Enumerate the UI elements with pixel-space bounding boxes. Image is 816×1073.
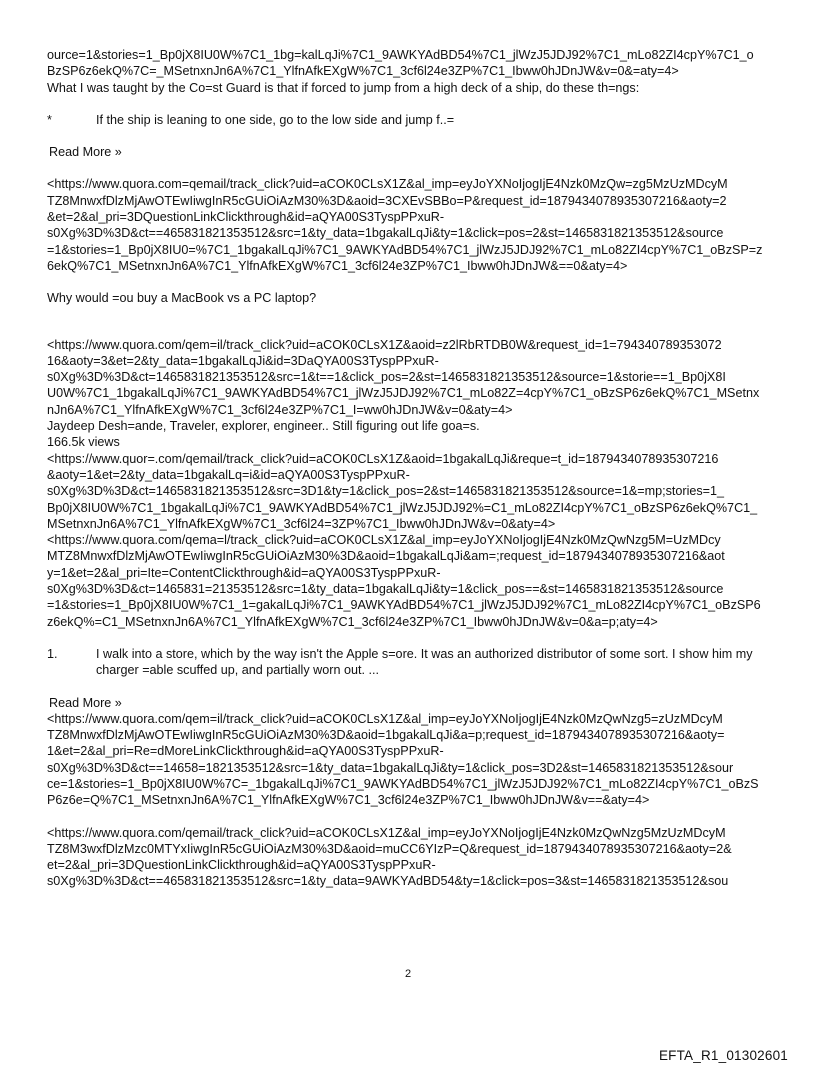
page-number: 2 bbox=[404, 968, 412, 980]
url-line[interactable]: 6ekQ%7C1_MSetnxnJn6A%7C1_YlfnAfkEXgW%7C1_3cf6l24e3ZP%7C1_Ibww0hJDnJW&==0&aty=4> bbox=[47, 258, 628, 273]
bullet-mark: * bbox=[47, 112, 52, 127]
url-line[interactable]: s0Xg%3D%3D&ct==465831821353512&src=1&ty_data=1bgakalLqJi&ty=1&click=pos=2&st=1465831821353512&source bbox=[47, 226, 724, 241]
url-line[interactable]: TZ8MnwxfDlzMjAwOTEwIiwgInR5cGUiOiAzM30%3D&aoid=1bgakalLqJi&a=p;request_id=1879434078935307216&aoty= bbox=[47, 728, 725, 743]
text-line: What I was taught by the Co=st Guard is that if forced to jump from a high deck of a ship, do these th=ngs: bbox=[47, 80, 640, 95]
text-line: ource=1&stories=1_Bp0jX8IU0W%7C1_1bg=kalLqJi%7C1_9AWKYAdBD54%7C1_jlWzJ5JDJ92%7C1_mLo82ZI4cpY%7C1_o bbox=[47, 48, 754, 62]
url-line[interactable]: nJn6A%7C1_YlfnAfkEXgW%7C1_3cf6l24e3ZP%7C1_I=ww0hJDnJW&v=0&aty=4> bbox=[47, 402, 513, 417]
url-line[interactable]: ce=1&stories=1_Bp0jX8IU0W%7C=_1bgakalLqJi%7C1_9AWKYAdBD54%7C1_jlWzJ5JDJ92%7C1_mLo82ZI4cpY%7C1_oBzS bbox=[47, 776, 759, 791]
url-line[interactable]: s0Xg%3D%3D&ct=1465831821353512&src=3D1&ty=1&click_pos=2&st=1465831821353512&source=1&=mp;stories=1_ bbox=[47, 484, 725, 499]
document-page bbox=[47, 47, 769, 890]
url-line[interactable]: U0W%7C1_1bgakalLqJi%7C1_9AWKYAdBD54%7C1_jlWzJ5JDJ92%7C1_mLo82Z=4cpY%7C1_oBzSP6z6ekQ%7C1_MSetnx bbox=[47, 386, 760, 401]
url-line[interactable]: =1&stories=1_Bp0jX8IU0W%7C1_1=gakalLqJi%7C1_9AWKYAdBD54%7C1_jlWzJ5JDJ92%7C1_mLo82ZI4cpY%7C1_oBzSP6 bbox=[47, 598, 761, 613]
author-line: Jaydeep Desh=ande, Traveler, explorer, engineer.. Still figuring out life goa=s. bbox=[47, 419, 480, 434]
url-line[interactable]: y=1&et=2&al_pri=Ite=ContentClickthrough&id=aQYA00S3TyspPPxuR- bbox=[47, 565, 441, 580]
question-title: Why would =ou buy a MacBook vs a PC laptop? bbox=[47, 291, 317, 306]
url-block bbox=[47, 337, 769, 630]
url-line[interactable]: &aoty=1&et=2&ty_data=1bgakalLq=i&id=aQYA00S3TyspPPxuR- bbox=[47, 467, 410, 482]
url-line[interactable]: MTZ8MnwxfDlzMjAwOTEwIiwgInR5cGUiOiAzM30%3D&aoid=1bgakalLqJi&am=;request_id=1879434078935307216&aot bbox=[47, 549, 725, 564]
url-line[interactable]: <https://www.quora.com/qem=il/track_click?uid=aCOK0CLsX1Z&al_imp=eyJoYXNoIjogIjE4Nzk0MzQwNzg5=zUzMDcyM bbox=[47, 711, 723, 726]
url-line[interactable]: s0Xg%3D%3D&ct=1465831821353512&src=1&t==1&click_pos=2&st=1465831821353512&source=1&storie==1_Bp0jX8I bbox=[47, 370, 726, 385]
read-more-link[interactable]: Read More » bbox=[49, 695, 122, 710]
url-block bbox=[47, 176, 769, 274]
bullet-text: If the ship is leaning to one side, go to the low side and jump f..= bbox=[96, 112, 455, 127]
url-line[interactable]: s0Xg%3D%3D&ct==465831821353512&src=1&ty_data=9AWKYAdBD54&ty=1&click=pos=3&st=1465831821353512&sou bbox=[47, 874, 729, 889]
url-line[interactable]: =1&stories=1_Bp0jX8IU0=%7C1_1bgakalLqJi%7C1_9AWKYAdBD54%7C1_jlWzJ5JDJ92%7C1_mLo82ZI4cpY%7C1_oBzSP=z bbox=[47, 242, 763, 257]
url-line[interactable]: 1&et=2&al_pri=Re=dMoreLinkClickthrough&id=aQYA00S3TyspPPxuR- bbox=[47, 744, 444, 759]
url-line[interactable]: z6ekQ%=C1_MSetnxnJn6A%7C1_YlfnAfkEXgW%7C1_3cf6l24e3ZP%7C1_Ibww0hJDnJW&v=0&a=p;aty=4> bbox=[47, 614, 658, 629]
url-line[interactable]: &et=2&al_pri=3DQuestionLinkClickthrough&id=aQYA00S3TyspPPxuR- bbox=[47, 210, 445, 225]
url-line[interactable]: et=2&al_pri=3DQuestionLinkClickthrough&id=aQYA00S3TyspPPxuR- bbox=[47, 858, 436, 873]
url-block bbox=[47, 711, 769, 809]
url-line[interactable]: s0Xg%3D%3D&ct=1465831=21353512&src=1&ty_data=1bgakalLqJi&ty=1&click_pos==&st=1465831821353512&source bbox=[47, 582, 724, 597]
url-block bbox=[47, 825, 769, 890]
url-line[interactable]: MSetnxnJn6A%7C1_YlfnAfkEXgW%7C1_3cf6l24=3ZP%7C1_Ibww0hJDnJW&v=0&aty=4> bbox=[47, 516, 556, 531]
url-line[interactable]: TZ8M3wxfDlzMzc0MTYxIiwgInR5cGUiOiAzM30%3D&aoid=muCC6YIzP=Q&request_id=1879434078935307216&aoty=2& bbox=[47, 841, 732, 856]
numbered-item bbox=[47, 646, 769, 679]
url-line[interactable]: <https://www.quora.com/qema=l/track_click?uid=aCOK0CLsX1Z&al_imp=eyJoYXNoIjogIjE4Nzk0MzQwNzg5M=UzMDcy bbox=[47, 533, 721, 548]
read-more-link[interactable]: Read More » bbox=[49, 145, 122, 160]
url-line[interactable]: P6z6e=Q%7C1_MSetnxnJn6A%7C1_YlfnAfkEXgW%7C1_3cf6l24e3ZP%7C1_Ibww0hJDnJW&v==&aty=4> bbox=[47, 793, 650, 808]
document-id: EFTA_R1_01302601 bbox=[658, 1048, 788, 1063]
number-mark: 1. bbox=[47, 646, 58, 661]
url-line[interactable]: Bp0jX8IU0W%7C1_1bgakalLqJi%7C1_9AWKYAdBD54%7C1_jlWzJ5JDJ92%=C1_mLo82ZI4cpY%7C1_oBzSP6z6ekQ%7C1_ bbox=[47, 500, 758, 515]
numbered-text: I walk into a store, which by the way isn't the Apple s=ore. It was an authorized distributor of some sort. I show him my charger =able scuffed up, and partially worn out. ... bbox=[96, 646, 753, 678]
url-line[interactable]: <https://www.quora.com/qem=il/track_click?uid=aCOK0CLsX1Z&aoid=z2lRbRTDB0W&request_id=1=794340789353072 bbox=[47, 337, 722, 352]
text-block bbox=[47, 47, 769, 96]
url-line[interactable]: 16&aoty=3&et=2&ty_data=1bgakalLqJi&id=3DaQYA00S3TyspPPxuR- bbox=[47, 353, 439, 368]
text-line: BzSP6z6ekQ%7C=_MSetnxnJn6A%7C1_YlfnAfkEXgW%7C1_3cf6l24e3ZP%7C1_Ibww0hJDnJW&v=0&=aty=4> bbox=[47, 64, 679, 79]
url-line[interactable]: <https://www.quora.com=qemail/track_click?uid=aCOK0CLsX1Z&al_imp=eyJoYXNoIjogIjE4Nzk0MzQw=zg5MzUzMDcyM bbox=[47, 177, 728, 192]
url-line[interactable]: TZ8MnwxfDlzMjAwOTEwIiwgInR5cGUiOiAzM30%3D&aoid=3CXEvSBBo=P&request_id=1879434078935307216&aoty=2 bbox=[47, 193, 727, 208]
url-line[interactable]: s0Xg%3D%3D&ct==14658=1821353512&src=1&ty_data=1bgakalLqJi&ty=1&click_pos=3D2&st=1465831821353512&sour bbox=[47, 760, 734, 775]
view-count: 166.5k views bbox=[47, 435, 120, 450]
url-line[interactable]: <https://www.quora.com/qemail/track_click?uid=aCOK0CLsX1Z&al_imp=eyJoYXNoIjogIjE4Nzk0MzQwNzg5MzUzMDcyM bbox=[47, 825, 726, 840]
bullet-item bbox=[47, 112, 769, 128]
url-line[interactable]: <https://www.quor=.com/qemail/track_click?uid=aCOK0CLsX1Z&aoid=1bgakalLqJi&reque=t_id=1879434078935307216 bbox=[47, 451, 719, 466]
